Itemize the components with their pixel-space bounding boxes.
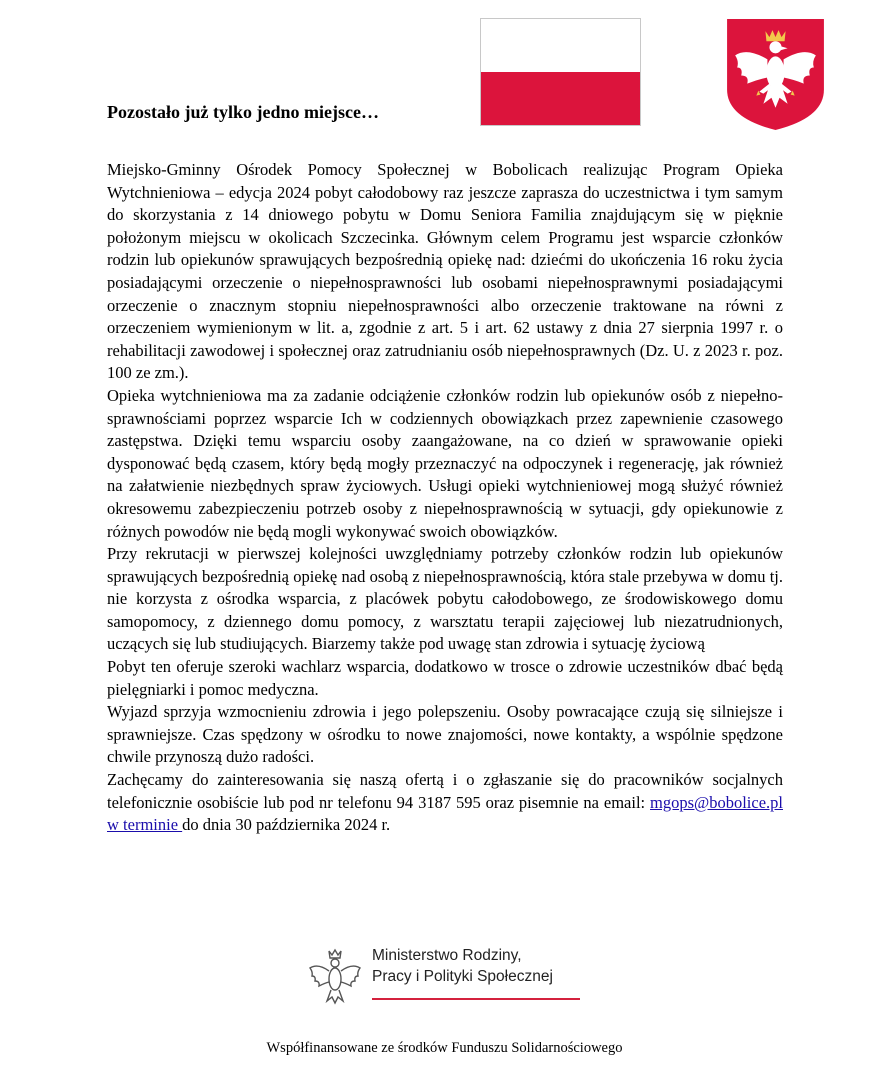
paragraph-support: Pobyt ten oferuje szeroki wachlarz wsparcia, dodatkowo w trosce o zdrowie uczestników dbać będą pielęgniarki i pomoc medyczna.	[107, 657, 783, 699]
flag-red-stripe	[481, 72, 640, 125]
polish-flag	[480, 18, 641, 126]
polish-eagle-emblem-icon	[725, 17, 826, 132]
deadline-text: do dnia 30 października 2024 r.	[182, 815, 391, 835]
ministry-accent-bar	[372, 998, 580, 1000]
paragraph-recruitment: Przy rekrutacji w pierwszej kolejności uwzględniamy potrzeby członków rodzin lub opiekunów sprawujących bezpośrednią opiekę nad osobą z niepełnosprawnością, która stale przebywa w domu tj. nie korzysta z ośrodka wsparcia, z placówek pobytu całodobowego, ze środowiskowego domu samopomocy, z dziennego domu pomocy, z warsztatu terapii zajęciowej lub niezatrudnionych, uczących się lub studiujących. Biarzemy także pod uwagę stan zdrowia i sytuację życiową	[107, 544, 783, 654]
paragraph-contact	[107, 769, 783, 837]
ministry-eagle-icon	[306, 943, 364, 1005]
cofinancing-footer: Współfinansowane ze środków Funduszu Solidarnościowego	[266, 1040, 623, 1056]
page-title: Pozostało już tylko jedno miejsce…	[107, 102, 379, 122]
ministry-name-line1: Ministerstwo Rodziny,	[372, 947, 522, 964]
paragraph-program-intro: Miejsko-Gminny Ośrodek Pomocy Społecznej w Bobolicach realizując Program Opieka Wytchnieniowa – edycja 2024 pobyt całodobowy raz jeszcze zaprasza do uczestnictwa i tym samym do skorzystania z 14 dniowego pobytu w Domu Seniora Familia znajdującym się w pięknie położonym miejscu w okolicach Szczecinka. Głównym celem Programu jest wsparcie członków rodzin lub opiekunów sprawujących bezpośrednią opiekę nad: dziećmi do ukończenia 16 roku życia posiadającymi orzeczenie o niepełnosprawności lub osobami niepełnosprawnymi posiadającymi orzeczenie o znacznym stopniu niepełnosprawności albo orzeczenie traktowane na równi z orzeczeniem wymienionym w lit. a, zgodnie z art. 5 i art. 62 ustawy z dnia 27 sierpnia 1997 r. o rehabilitacji zawodowej i społecznej oraz zatrudnianiu osób niepełnosprawnych (Dz. U. z 2023 r. poz. 100 ze zm.).	[107, 160, 783, 383]
flag-white-stripe	[481, 19, 640, 72]
announcement-body	[107, 159, 783, 837]
email-link[interactable]: mgops@bobolice.pl w terminie	[107, 792, 783, 835]
ministry-name-line2: Pracy i Polityki Społecznej	[372, 968, 553, 985]
ministry-logo	[306, 943, 581, 1009]
paragraph-respite-care: Opieka wytchnieniowa ma za zadanie odciążenie członków rodzin lub opiekunów osób z niepełno- sprawnościami poprzez wsparcie Ich w codziennych obowiązkach przez zapewnienie czasowego zastępstwa. Dzięki temu wsparciu osoby zaangażowane, na co dzień w sprawowanie opieki dysponować będą czasem, który będą mogły przeznaczyć na odpoczynek i regenerację, jak również na załatwienie niezbędnych spraw życiowych. Usługi opieki wytchnieniowej mogą służyć również okresowemu zabezpieczeniu potrzeb osoby z niepełnosprawnością w sytuacji, gdy opiekunowie z różnych powodów nie będą mogli wykonywać swoich obowiązków.	[107, 385, 783, 541]
paragraph-benefits: Wyjazd sprzyja wzmocnieniu zdrowia i jego polepszeniu. Osoby powracające czują się silniejsze i sprawniejsze. Czas spędzony w ośrodku to nowe znajomości, nowe kontakty, a wspólnie spędzone chwile przynoszą dużo radości.	[107, 702, 783, 767]
contact-text: Zachęcamy do zainteresowania się naszą ofertą i o zgłaszanie się do pracowników socjalnych telefonicznie osobiście lub pod nr telefonu 94 3187 595 oraz pisemnie na email:	[107, 770, 783, 812]
